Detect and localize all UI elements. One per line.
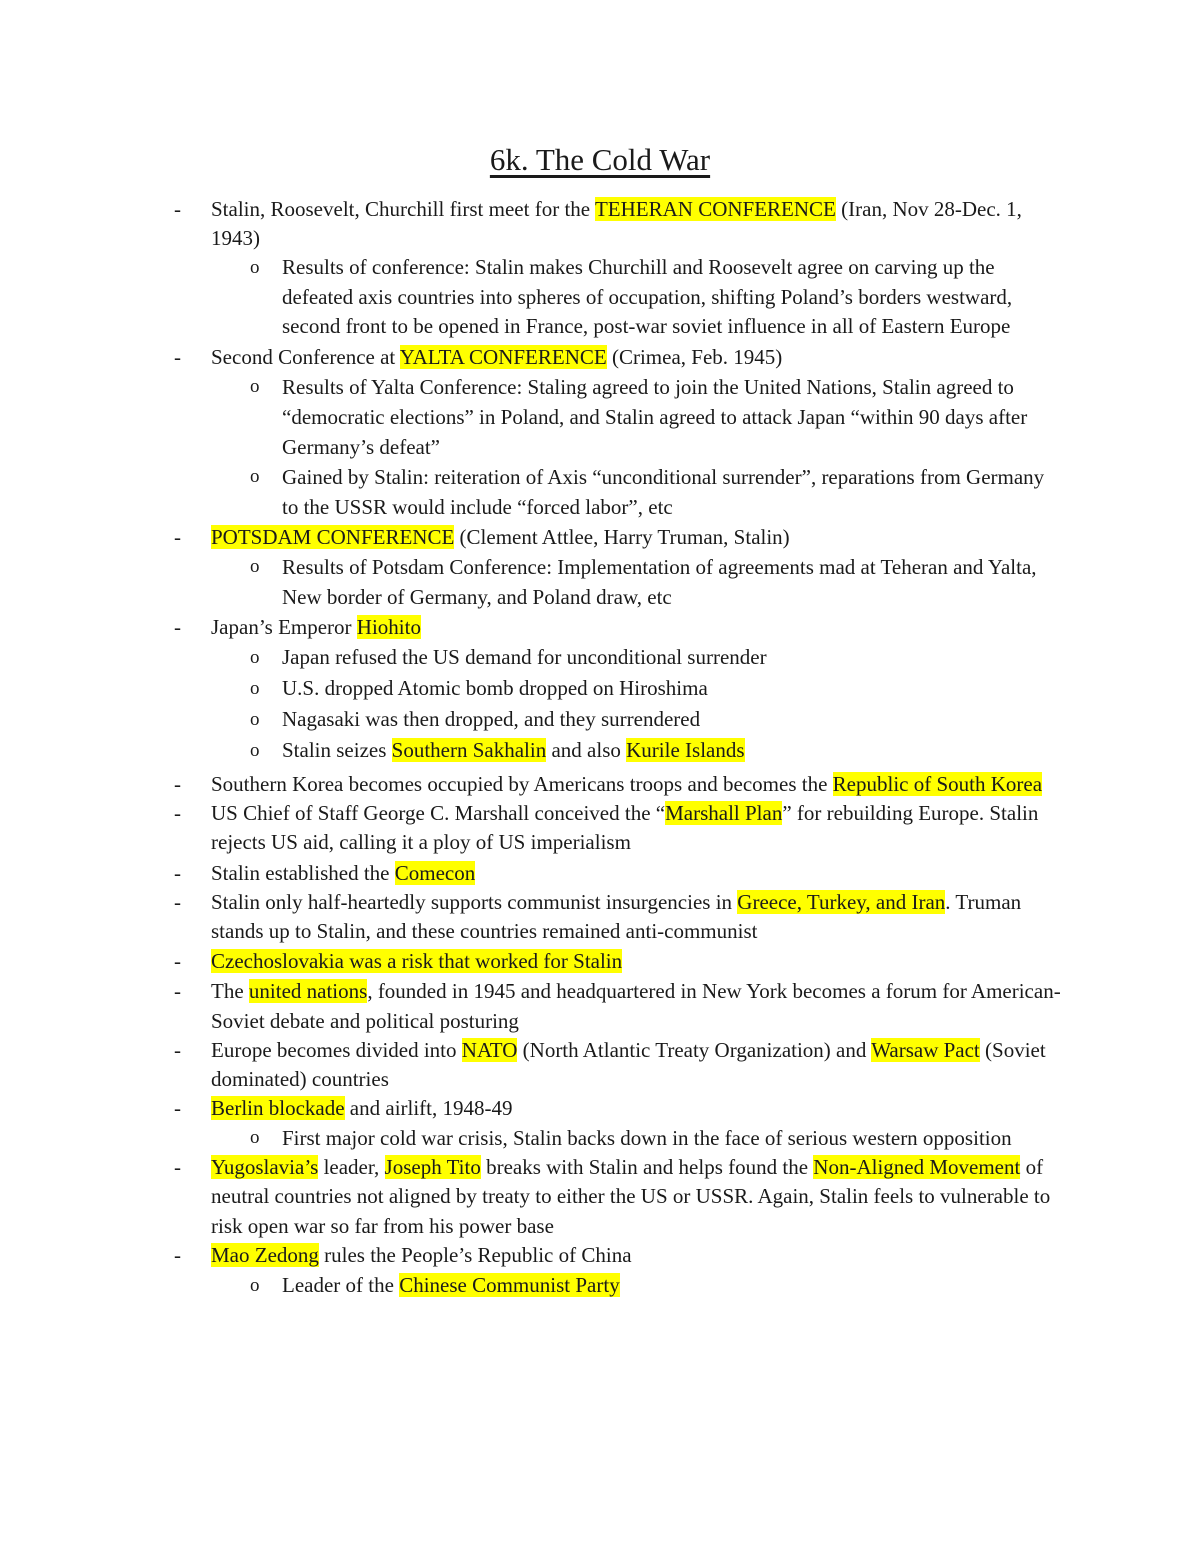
item-text: Europe becomes divided into <box>211 1037 462 1062</box>
item-text: Stalin established the <box>211 860 395 885</box>
circle-bullet-marker: o <box>250 677 260 699</box>
bullet-item <box>0 1241 1061 1270</box>
item-text: . Truman stands up to Stalin, and these countries remained anti-communist <box>211 889 1022 943</box>
dash-bullet-marker: - <box>174 771 181 796</box>
circle-bullet-marker: o <box>250 375 260 397</box>
item-text: Stalin, Roosevelt, Churchill first meet for the <box>211 197 595 221</box>
item-text: and airlift, 1948-49 <box>344 1095 513 1120</box>
item-text: (Soviet dominated) countries <box>211 1037 1046 1091</box>
sub-bullet-item <box>0 704 1062 735</box>
notes-outline <box>0 195 1200 1301</box>
item-text: (North Atlantic Treaty Organization) and <box>517 1037 872 1062</box>
item-text: rules the People’s Republic of China <box>318 1243 632 1267</box>
sub-bullet-item <box>0 253 1062 342</box>
highlighted-term: united nations <box>248 978 368 1003</box>
sub-bullet-item <box>0 673 1062 704</box>
highlighted-term: Berlin blockade <box>211 1095 345 1120</box>
dash-bullet-marker: - <box>174 978 181 1003</box>
item-text: leader, <box>318 1154 385 1179</box>
item-text: The <box>211 978 249 1003</box>
item-text: First major cold war crisis, Stalin backs down in the face of serious western opposition <box>282 1125 1012 1150</box>
bullet-item <box>0 342 1061 372</box>
item-text: Nagasaki was then dropped, and they surrendered <box>282 706 701 731</box>
highlighted-term: Kurile Islands <box>626 737 745 762</box>
item-text: Results of Yalta Conference: Staling agreed to join the United Nations, Stalin agreed to “democratic elections” in Poland, and Stalin agreed to attack Japan “within 90 days after Germany’s defeat” <box>282 374 1028 459</box>
highlighted-term: Yugoslavia’s <box>211 1154 319 1179</box>
bullet-item <box>0 799 1061 858</box>
circle-bullet-marker: o <box>250 257 260 278</box>
dash-bullet-marker: - <box>174 1154 181 1179</box>
circle-bullet-marker: o <box>250 739 260 761</box>
circle-bullet-marker: o <box>250 555 260 577</box>
dash-bullet-marker: - <box>174 1243 181 1267</box>
bullet-item <box>0 770 1061 799</box>
bullet-item <box>0 1153 1061 1242</box>
dash-bullet-marker: - <box>174 800 181 825</box>
item-text: (Iran, Nov 28-Dec. 1, 1943) <box>211 197 1022 250</box>
highlighted-term: Hiohito <box>356 614 421 639</box>
highlighted-term: Warsaw Pact <box>871 1037 980 1062</box>
item-text: breaks with Stalin and helps found the <box>480 1154 814 1179</box>
highlighted-term: Chinese Communist Party <box>399 1273 620 1297</box>
dash-bullet-marker: - <box>174 524 181 549</box>
highlighted-term: Marshall Plan <box>665 800 783 825</box>
highlighted-term: YALTA CONFERENCE <box>399 344 607 369</box>
dash-bullet-marker: - <box>174 948 181 973</box>
highlighted-term: Southern Sakhalin <box>391 737 547 762</box>
highlighted-term: NATO <box>461 1037 518 1062</box>
item-text: Gained by Stalin: reiteration of Axis “unconditional surrender”, reparations from Germany to the USSR would include “forced labor”, etc <box>282 464 1045 519</box>
highlighted-term: Greece, Turkey, and Iran <box>737 889 946 914</box>
item-text: Japan refused the US demand for unconditional surrender <box>282 644 767 669</box>
circle-bullet-marker: o <box>250 465 260 487</box>
dash-bullet-marker: - <box>174 197 181 221</box>
item-text: U.S. dropped Atomic bomb dropped on Hiroshima <box>282 675 708 700</box>
circle-bullet-marker: o <box>250 1126 260 1148</box>
bullet-item <box>0 947 1061 976</box>
item-text: of neutral countries not aligned by treaty to either the US or USSR. Again, Stalin feels to vulnerable to risk open war so far from his power base <box>211 1154 1051 1238</box>
document-title: 6k. The Cold War <box>489 142 711 177</box>
dash-bullet-marker: - <box>174 1037 181 1062</box>
dash-bullet-marker: - <box>174 1095 181 1120</box>
highlighted-term: POTSDAM CONFERENCE <box>211 524 455 549</box>
highlighted-term: TEHERAN CONFERENCE <box>594 197 836 221</box>
item-text: Results of conference: Stalin makes Churchill and Roosevelt agree on carving up the defeated axis countries into spheres of occupation, shifting Poland’s borders westward, second front to be opened in France, post-war soviet influence in all of Eastern Europe <box>282 255 1013 338</box>
item-text: ” for rebuilding Europe. Stalin rejects US aid, calling it a ploy of US imperialism <box>211 800 1039 854</box>
sub-bullet-item <box>0 1270 1062 1301</box>
item-text: Japan’s Emperor <box>211 614 357 639</box>
sub-bullet-item <box>0 1123 1062 1153</box>
item-text: US Chief of Staff George C. Marshall conceived the “ <box>211 800 666 825</box>
highlighted-term: Republic of South Korea <box>832 771 1043 796</box>
item-text: and also <box>546 737 627 762</box>
highlighted-term: Mao Zedong <box>211 1243 319 1267</box>
bullet-item <box>0 195 1061 253</box>
item-text: Stalin only half-heartedly supports communist insurgencies in <box>211 889 738 914</box>
highlighted-term: Comecon <box>394 860 476 885</box>
bullet-item <box>0 1036 1061 1094</box>
item-text: Second Conference at <box>211 344 400 369</box>
bullet-item <box>0 888 1061 947</box>
item-text: Results of Potsdam Conference: Implementation of agreements mad at Teheran and Yalta, New border of Germany, and Poland draw, etc <box>282 554 1037 609</box>
dash-bullet-marker: - <box>174 889 181 914</box>
highlighted-term: Joseph Tito <box>384 1154 481 1179</box>
sub-bullet-item <box>0 642 1062 673</box>
item-text: Leader of the <box>282 1273 400 1297</box>
bullet-item <box>0 1094 1061 1123</box>
sub-bullet-item <box>0 735 1062 766</box>
bullet-item <box>0 613 1061 642</box>
circle-bullet-marker: o <box>250 1275 260 1296</box>
bullet-item <box>0 858 1061 888</box>
sub-bullet-item <box>0 372 1062 462</box>
highlighted-term: Czechoslovakia was a risk that worked for Stalin <box>211 948 623 973</box>
bullet-item <box>0 522 1061 552</box>
bullet-item <box>0 976 1061 1036</box>
circle-bullet-marker: o <box>250 646 260 668</box>
item-text: (Clement Attlee, Harry Truman, Stalin) <box>454 524 790 549</box>
dash-bullet-marker: - <box>174 614 181 639</box>
item-text: Southern Korea becomes occupied by Americans troops and becomes the <box>211 771 833 796</box>
item-text: (Crimea, Feb. 1945) <box>606 344 783 369</box>
sub-bullet-item <box>0 462 1062 522</box>
item-text: Stalin seizes <box>282 737 392 762</box>
dash-bullet-marker: - <box>174 344 181 369</box>
circle-bullet-marker: o <box>250 708 260 730</box>
dash-bullet-marker: - <box>174 860 181 885</box>
sub-bullet-item <box>0 552 1062 613</box>
highlighted-term: Non-Aligned Movement <box>813 1154 1021 1179</box>
item-text: , founded in 1945 and headquartered in New York becomes a forum for American- Soviet debate and political posturing <box>211 978 1061 1033</box>
